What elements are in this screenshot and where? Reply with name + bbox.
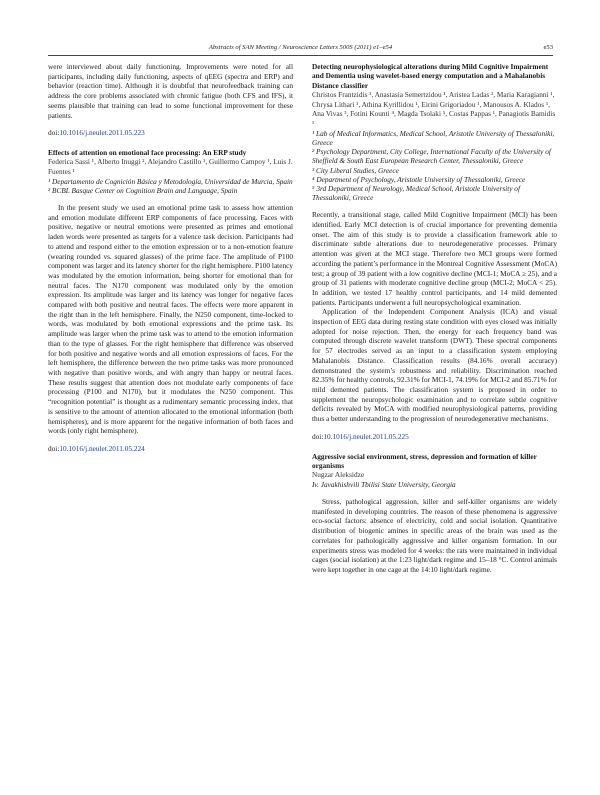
doi-prefix: doi: bbox=[312, 431, 324, 441]
affiliation: ² Psychology Department, City College, International Faculty of the University of Sheffield & South East European Research Center, Thessaloniki, Greece bbox=[312, 147, 551, 166]
page-number: e53 bbox=[543, 44, 553, 51]
article-title: Detecting neurophysiological alterations during Mild Cognitive Impairment and Dementia using wavelet-based energy computation and a Mahalanobis Distance classifier bbox=[312, 62, 549, 90]
article-authors: Christos Frantzidis ¹, Anastasia Semertzidou ¹, Aristea Ladas ², Maria Karagianni ¹, Chrysa Lithari ¹, Athina Kyrillidou ¹, Eirini Grigoriadou ¹, Manousos A. Klados ¹, Ana Vivas ³, Fotini Kounti ⁴, Magda Tsolaki ⁵, Costas Pappas ¹, Panagiotis Bamidis ¹ bbox=[312, 89, 556, 128]
affiliation: ⁴ Department of Psychology, Aristotle University of Thessaloniki, Greece bbox=[312, 174, 526, 184]
article-title: Effects of attention on emotional face processing: An ERP study bbox=[48, 147, 247, 157]
article-authors: Federica Sassi ¹, Alberto Inuggi ², Alejandro Castillo ¹, Guillermo Campoy ¹, Luis J. Fuentes ¹ bbox=[48, 157, 293, 176]
doi-line bbox=[312, 432, 557, 442]
running-header bbox=[48, 43, 553, 56]
affiliation: ¹ Lab of Medical Informatics, Medical School, Aristotle University of Thessaloniki, Greece bbox=[312, 128, 555, 147]
continuation-paragraph: were interviewed about daily functioning. Improvements were noted for all participants, including daily functioning, aspects of qEEG (spectra and ERP) and behavior (reaction time). Although it is doubtful that neurofeedback training can address the core problems associated with chronic fatigue (both CFS and IFS), it seems plausible that training can lead to some functional improvement for these patients. bbox=[48, 62, 293, 120]
left-column bbox=[48, 62, 293, 454]
abstract-body: Application of the Independent Component Analysis (ICA) and visual inspection of EEG data during resting state condition with eyes closed was initially adopted for noise rejection. Then, the energy for each frequency band was computed through discrete wavelet transform (DWT). These spectral components for 57 electrodes served as an input to a classification system employing Mahalanobis Distance. Classification results (84.16% overall accuracy) demonstrated the system’s robustness and reliability. Discrimination reached 82.35% for healthy controls, 92.31% for MCI-1, 74.19% for MCI-2 and 85.71% for mild demented patients. The classification system is proposed in order to supplement the neuropsychologic examination and to correlate subtle cognitive deficits revealed by MoCA with modified neurophysiological patterns, providing thus a better understanding to the progression of neurodegenerative mechanisms. bbox=[312, 307, 557, 424]
journal-citation: Abstracts of SAN Meeting / Neuroscience Letters 500S (2011) e1–e54 bbox=[208, 44, 393, 51]
affiliation: ¹ Departamento de Cognición Básica y Metodología, Universidad de Murcia, Spain bbox=[48, 176, 293, 186]
abstract-body: Recently, a transitional stage, called Mild Cognitive Impairment (MCI) has been identified. Early MCI detection is of crucial importance for preventing dementia onset. The aim of this study is to provide a classification framework able to discriminate subtle alterations due to neurodegenerative processes. Primary attention was given at the MCI stage. Therefore two MCI groups were formed according the patient’s performance in the Montreal Cognitive Assessment (MoCA) test; a group of 39 patient with a low cognitive decline (MCI-1; MoCA ≥ 25), and a group of 31 patients with moderate cognitive decline group (MCI-2; MoCA < 25). In addition, we tested 17 healthy control participants, and 14 mild demented patients. Participants underwent a full neuropsychological examination. bbox=[312, 210, 557, 307]
doi-link[interactable]: 10.1016/j.neulet.2011.05.225 bbox=[323, 431, 409, 441]
article-authors: Nugzar Aleksidze bbox=[312, 470, 365, 480]
abstract-body: Stress, pathological aggression, killer and self-killer organisms are widely manifested in developing countries. The reason of these phenomena is aggressive eco-social factors: absence of electricity, cold and social isolation. Quantitative distribution of biogenic amines in specific areas of the brain was used as the correlates for pathologically aggressive and killer organism formation. In our experiments stress was modeled for 4 weeks: the rats were maintained in individual cages (social isolation) at the 1:23 light/dark regime and 15–18 °C. Control animals were kept together in one cage at the 14:10 light/dark regime. bbox=[312, 497, 557, 574]
right-column bbox=[312, 62, 557, 575]
abstract-body: In the present study we used an emotional prime task to assess how attention and emotion modulate different ERP components of face processing. Faces with positive, negative or neutral emotions were presented as primes and emotional laden words were presented as targets for a valence task decision. Participants had to attend and respond either to the emotion expression or to a non-emotion feature (wearing rounded vs. squared glasses) of the prime face. The amplitude of P100 component was larger and its latency shorter for the right hemisphere. P100 latency was modulated by the emotion information, being shorter for emotional than for neutral faces. The N170 component was modulated only by the emotion expression. Its amplitude was larger and its latency was longer for negative faces compared with both positive and neutral faces. The effects were more apparent in the right than in the left hemisphere. Finally, the N250 component, time-locked to words, was modulated by both emotional expressions and the prime task. Its amplitude was larger when the prime task was to attend to the emotion information than to the type of glasses. For the right hemisphere that difference was observed for both positive and negative words and all emotion expressions of faces. For the left hemisphere, the difference between the two prime tasks was more pronounced with negative than positive words, and with angry than happy or neutral faces. These results suggest that attention does not modulate early components of face processing (P100 and N170), but it modulates the N250 component. This “recognition potential” is thought as a rudimentary semantic processing index, that is sensitive to the amount of attention allocated to the emotional information (both hemispheres), and is more apparent for the negative information of both faces and words (only right hemisphere). bbox=[48, 203, 293, 436]
article-title: Aggressive social environment, stress, depression and formation of killer organisms bbox=[312, 451, 537, 470]
doi-prefix: doi: bbox=[48, 443, 60, 453]
affiliation: ⁵ 3rd Department of Neurology, Medical School, Aristotle University of Thessaloniki, Greece bbox=[312, 183, 520, 203]
affiliation: ³ City Liberal Studies, Greece bbox=[312, 165, 399, 175]
doi-prefix: doi: bbox=[48, 128, 60, 138]
affiliation: ² BCBL Basque Center on Cognition Brain and Language, Spain bbox=[48, 185, 238, 195]
doi-link[interactable]: 10.1016/j.neulet.2011.05.224 bbox=[59, 443, 145, 453]
doi-line bbox=[48, 444, 293, 454]
doi-line bbox=[48, 128, 293, 138]
doi-link[interactable]: 10.1016/j.neulet.2011.05.223 bbox=[59, 128, 145, 138]
affiliation: Iv. Javakhishvili Tbilisi State University, Georgia bbox=[312, 479, 456, 489]
